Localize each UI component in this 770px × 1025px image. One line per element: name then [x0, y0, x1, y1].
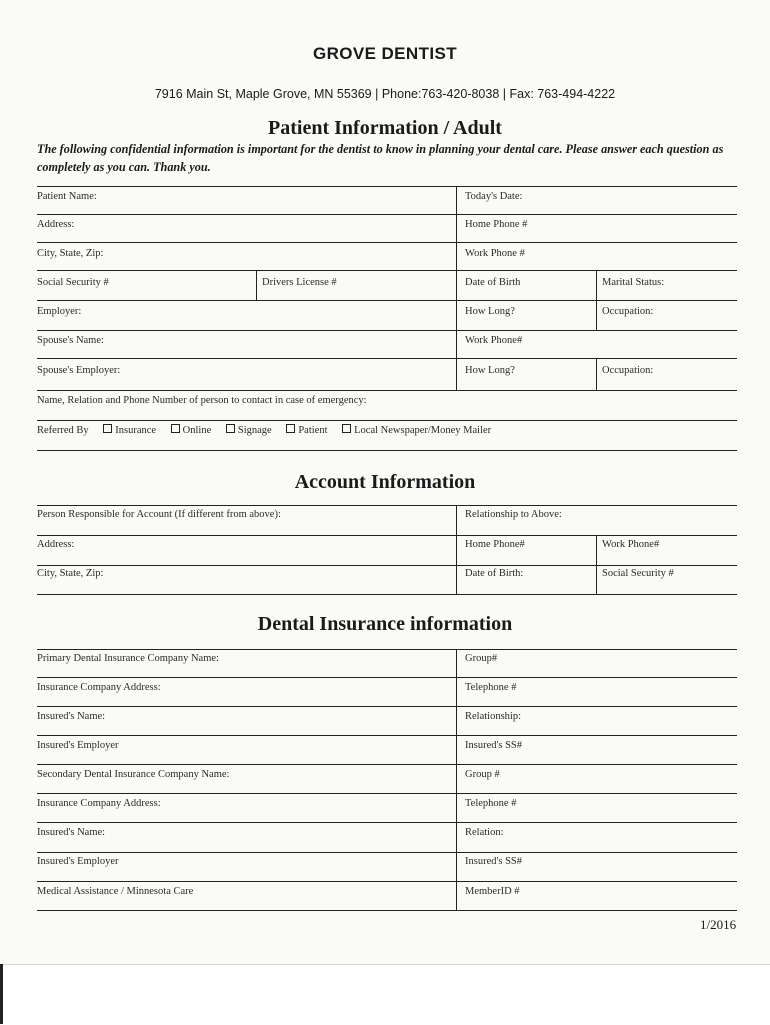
- how-long-field[interactable]: How Long?: [465, 306, 515, 317]
- column-divider: [456, 186, 457, 390]
- column-divider: [256, 270, 257, 300]
- form-rule: [37, 910, 737, 911]
- form-rule: [37, 594, 737, 595]
- referred-by-row: [37, 424, 503, 436]
- form-rule: [37, 535, 737, 536]
- checkbox-icon[interactable]: [342, 424, 351, 433]
- secondary-insurance-address-field[interactable]: Insurance Company Address:: [37, 798, 161, 809]
- account-ssn-field[interactable]: Social Security #: [602, 568, 674, 579]
- spouse-how-long-field[interactable]: How Long?: [465, 365, 515, 376]
- insurance-section-title: Dental Insurance information: [257, 613, 513, 635]
- primary-insurance-name-field[interactable]: Primary Dental Insurance Company Name:: [37, 653, 219, 664]
- column-divider: [596, 270, 597, 330]
- checkbox-icon[interactable]: [171, 424, 180, 433]
- patient-section-title: Patient Information / Adult: [268, 117, 502, 139]
- checkbox-icon[interactable]: [226, 424, 235, 433]
- spouse-employer-field[interactable]: Spouse's Employer:: [37, 365, 121, 376]
- form-rule: [37, 822, 737, 823]
- form-rule: [37, 649, 737, 650]
- referral-option-signage[interactable]: Signage: [226, 424, 272, 436]
- secondary-relation-field[interactable]: Relation:: [465, 827, 504, 838]
- account-home-phone-field[interactable]: Home Phone#: [465, 539, 525, 550]
- address-field[interactable]: Address:: [37, 219, 75, 230]
- primary-insured-employer-field[interactable]: Insured's Employer: [37, 740, 119, 751]
- occupation-field[interactable]: Occupation:: [602, 306, 654, 317]
- social-security-field[interactable]: Social Security #: [37, 277, 109, 288]
- form-rule: [37, 793, 737, 794]
- todays-date-field[interactable]: Today's Date:: [465, 191, 523, 202]
- account-section-title: Account Information: [294, 471, 476, 493]
- city-state-zip-field[interactable]: City, State, Zip:: [37, 248, 104, 259]
- form-rule: [37, 735, 737, 736]
- account-address-field[interactable]: Address:: [37, 539, 75, 550]
- column-divider: [456, 649, 457, 910]
- member-id-field[interactable]: MemberID #: [465, 886, 520, 897]
- form-rule: [37, 852, 737, 853]
- form-rule: [37, 881, 737, 882]
- employer-field[interactable]: Employer:: [37, 306, 82, 317]
- form-rule: [37, 390, 737, 391]
- primary-insured-ssn-field[interactable]: Insured's SS#: [465, 740, 523, 751]
- revision-date: 1/2016: [700, 917, 737, 932]
- form-rule: [37, 764, 737, 765]
- form-rule: [37, 270, 737, 271]
- form-rule: [37, 300, 737, 301]
- form-rule: [37, 330, 737, 331]
- medical-assistance-field[interactable]: Medical Assistance / Minnesota Care: [37, 886, 194, 897]
- work-phone-field[interactable]: Work Phone #: [465, 248, 525, 259]
- secondary-telephone-field[interactable]: Telephone #: [465, 798, 517, 809]
- date-of-birth-field[interactable]: Date of Birth: [465, 277, 521, 288]
- practice-name: GROVE DENTIST: [312, 44, 458, 63]
- form-rule: [37, 677, 737, 678]
- checkbox-icon[interactable]: [103, 424, 112, 433]
- primary-group-field[interactable]: Group#: [465, 653, 498, 664]
- column-divider: [456, 505, 457, 594]
- secondary-insurance-name-field[interactable]: Secondary Dental Insurance Company Name:: [37, 769, 230, 780]
- primary-insurance-address-field[interactable]: Insurance Company Address:: [37, 682, 161, 693]
- referral-option-insurance[interactable]: Insurance: [103, 424, 156, 436]
- drivers-license-field[interactable]: Drivers License #: [262, 277, 337, 288]
- form-rule: [37, 565, 737, 566]
- account-work-phone-field[interactable]: Work Phone#: [602, 539, 660, 550]
- form-rule: [37, 242, 737, 243]
- spouse-occupation-field[interactable]: Occupation:: [602, 365, 654, 376]
- form-rule: [37, 186, 737, 187]
- form-rule: [37, 358, 737, 359]
- scan-edge: [0, 964, 3, 1024]
- form-rule: [37, 420, 737, 421]
- responsible-person-field[interactable]: Person Responsible for Account (If different from above):: [37, 509, 281, 520]
- emergency-contact-field[interactable]: Name, Relation and Phone Number of person to contact in case of emergency:: [37, 395, 367, 406]
- column-divider: [596, 535, 597, 594]
- spouse-name-field[interactable]: Spouse's Name:: [37, 335, 104, 346]
- relationship-field[interactable]: Relationship to Above:: [465, 509, 562, 520]
- secondary-insured-employer-field[interactable]: Insured's Employer: [37, 856, 119, 867]
- patient-intro-text: The following confidential information is important for the dentist to know in planning your dental care. Please answer each question as completely as you can. Thank you.: [37, 142, 724, 174]
- form-rule: [37, 450, 737, 451]
- referred-by-label: Referred By: [37, 425, 89, 436]
- secondary-group-field[interactable]: Group #: [465, 769, 500, 780]
- checkbox-icon[interactable]: [286, 424, 295, 433]
- patient-name-field[interactable]: Patient Name:: [37, 191, 97, 202]
- referral-option-newspaper[interactable]: Local Newspaper/Money Mailer: [342, 424, 491, 436]
- primary-insured-name-field[interactable]: Insured's Name:: [37, 711, 106, 722]
- secondary-insured-name-field[interactable]: Insured's Name:: [37, 827, 106, 838]
- practice-contact-line: 7916 Main St, Maple Grove, MN 55369 | Phone:763-420-8038 | Fax: 763-494-4222: [154, 87, 616, 101]
- marital-status-field[interactable]: Marital Status:: [602, 277, 665, 288]
- home-phone-field[interactable]: Home Phone #: [465, 219, 528, 230]
- form-rule: [37, 706, 737, 707]
- spouse-work-phone-field[interactable]: Work Phone#: [465, 335, 523, 346]
- form-rule: [37, 505, 737, 506]
- referral-option-patient[interactable]: Patient: [286, 424, 327, 436]
- account-city-state-zip-field[interactable]: City, State, Zip:: [37, 568, 104, 579]
- referral-option-online[interactable]: Online: [171, 424, 212, 436]
- column-divider: [596, 358, 597, 390]
- primary-telephone-field[interactable]: Telephone #: [465, 682, 517, 693]
- secondary-insured-ssn-field[interactable]: Insured's SS#: [465, 856, 523, 867]
- scan-margin: [0, 964, 770, 1025]
- primary-relationship-field[interactable]: Relationship:: [465, 711, 521, 722]
- form-rule: [37, 214, 737, 215]
- account-dob-field[interactable]: Date of Birth:: [465, 568, 524, 579]
